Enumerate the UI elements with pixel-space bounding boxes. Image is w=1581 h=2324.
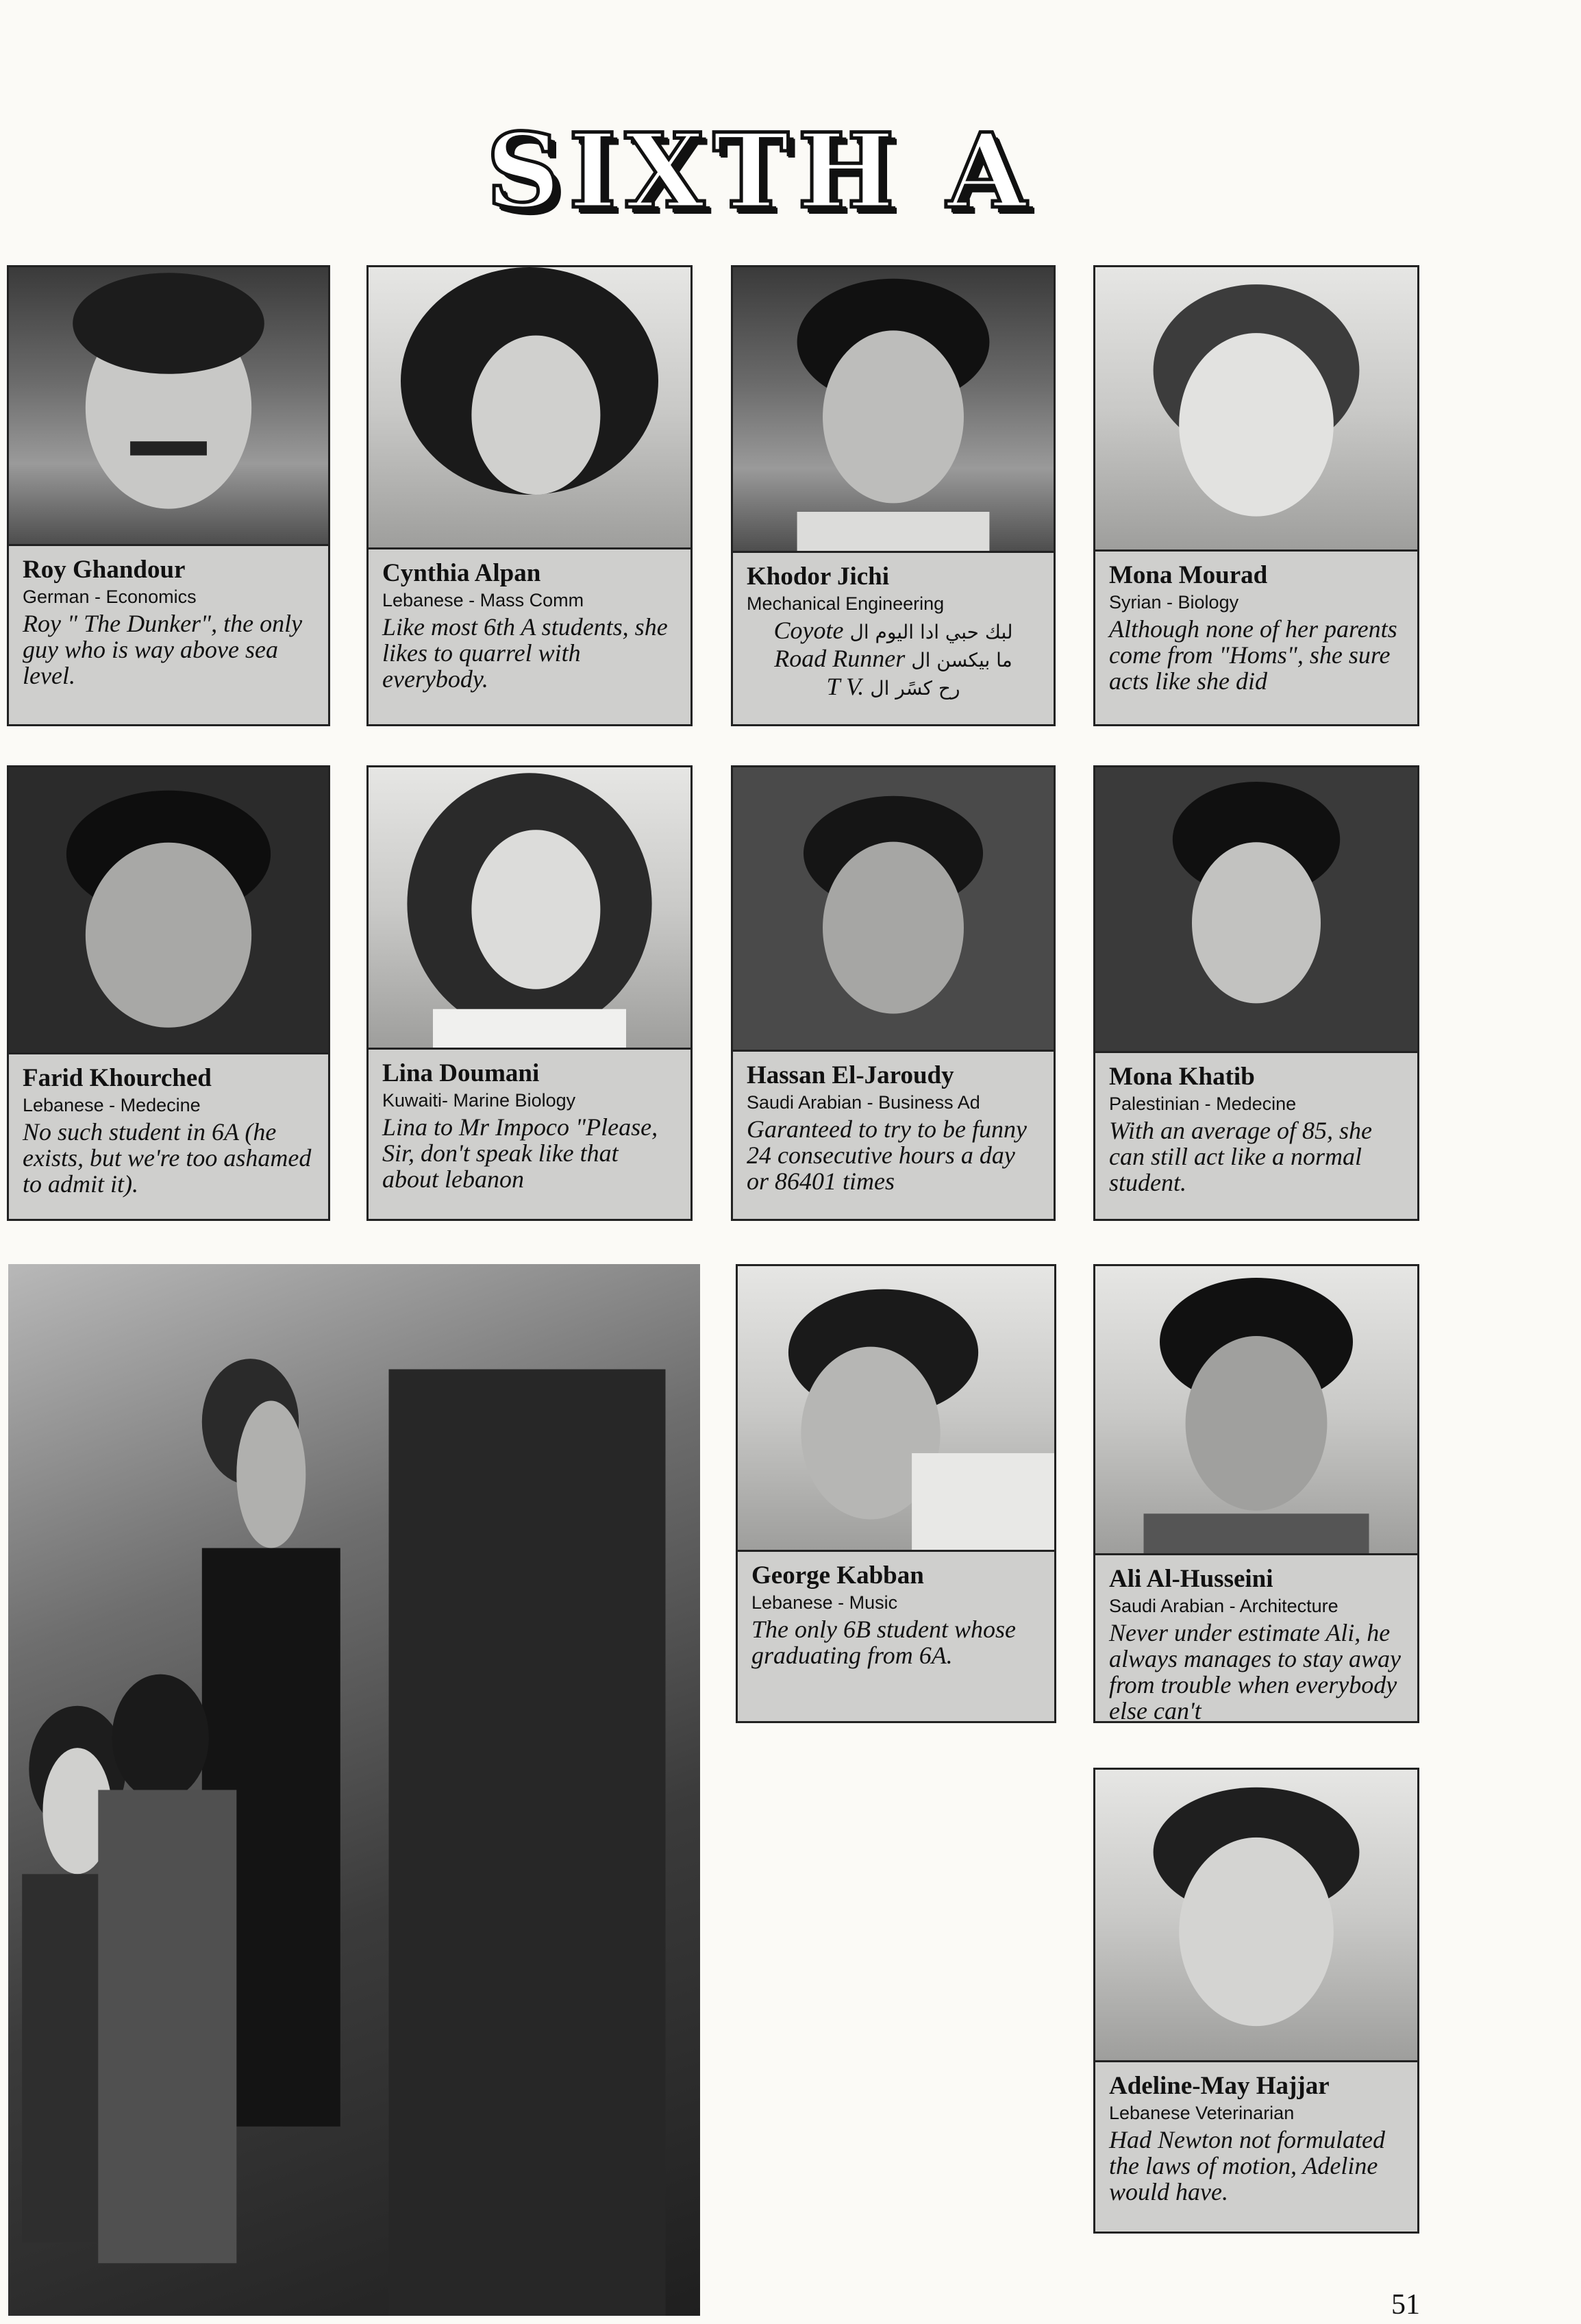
student-card bbox=[366, 265, 693, 726]
student-name: Lina Doumani bbox=[382, 1059, 540, 1087]
student-quote: No such student in 6A (he exists, but we're too ashamed to admit it). bbox=[23, 1118, 312, 1198]
student-caption bbox=[733, 1050, 1054, 1219]
student-name: Roy Ghandour bbox=[23, 556, 186, 584]
student-quote: Had Newton not formulated the laws of motion, Adeline would have. bbox=[1109, 2126, 1385, 2205]
student-quote: Roy " The Dunker", the only guy who is way above sea level. bbox=[23, 610, 303, 689]
student-card bbox=[1093, 1264, 1419, 1723]
student-name: Farid Khourched bbox=[23, 1064, 212, 1092]
student-card bbox=[366, 765, 693, 1221]
student-photo bbox=[369, 267, 690, 552]
student-dept: Lebanese Veterinarian bbox=[1109, 2103, 1295, 2123]
quote-line-arabic: ما بيكسن ال bbox=[911, 649, 1012, 671]
student-caption bbox=[369, 547, 690, 724]
student-dept: Lebanese - Mass Comm bbox=[382, 590, 584, 610]
student-dept: Palestinian - Medecine bbox=[1109, 1093, 1297, 1114]
page-number: 51 bbox=[1391, 2289, 1420, 2321]
student-card bbox=[1093, 765, 1419, 1221]
student-card bbox=[1093, 265, 1419, 726]
student-name: Cynthia Alpan bbox=[382, 559, 541, 587]
student-card bbox=[7, 765, 330, 1221]
student-dept: Lebanese - Medecine bbox=[23, 1095, 201, 1115]
student-photo bbox=[1095, 1266, 1417, 1557]
student-photo bbox=[369, 767, 690, 1052]
student-dept: German - Economics bbox=[23, 586, 197, 607]
student-photo bbox=[9, 267, 328, 548]
student-card bbox=[731, 765, 1056, 1221]
student-caption bbox=[1095, 549, 1417, 724]
student-quote: Although none of her parents come from "Homs", she sure acts like she did bbox=[1109, 615, 1397, 695]
quote-line: T V. bbox=[826, 673, 864, 700]
student-name: Khodor Jichi bbox=[747, 563, 889, 591]
student-photo bbox=[733, 767, 1054, 1054]
student-name: Mona Mourad bbox=[1109, 561, 1268, 589]
quote-line-arabic: لبك حبي ادا اليوم ال bbox=[849, 621, 1013, 643]
quote-line: Road Runner bbox=[774, 645, 906, 672]
student-dept: Kuwaiti- Marine Biology bbox=[382, 1090, 576, 1111]
student-photo bbox=[733, 267, 1054, 555]
student-photo bbox=[1095, 267, 1417, 554]
student-quote: Like most 6th A students, she likes to quarrel with everybody. bbox=[382, 613, 668, 693]
student-caption bbox=[9, 1052, 328, 1219]
student-quote: Garanteed to try to be funny 24 consecutive hours a day or 86401 times bbox=[747, 1115, 1027, 1195]
student-name: Adeline-May Hajjar bbox=[1109, 2072, 1330, 2100]
student-card bbox=[731, 265, 1056, 726]
student-quote: Never under estimate Ali, he always manages to stay away from trouble when everybody else can't bbox=[1109, 1619, 1401, 1725]
student-name: George Kabban bbox=[751, 1561, 924, 1590]
student-name: Mona Khatib bbox=[1109, 1063, 1255, 1091]
student-quote: With an average of 85, she can still act like a normal student. bbox=[1109, 1117, 1372, 1196]
student-card bbox=[736, 1264, 1056, 1723]
student-photo bbox=[738, 1266, 1054, 1554]
page-title: SIXTH A bbox=[486, 111, 1035, 232]
student-name: Hassan El-Jaroudy bbox=[747, 1061, 954, 1089]
student-dept: Syrian - Biology bbox=[1109, 592, 1239, 613]
student-caption bbox=[1095, 1051, 1417, 1219]
student-photo bbox=[1095, 767, 1417, 1055]
quote-line: Coyote bbox=[773, 617, 844, 644]
student-photo bbox=[9, 767, 328, 1056]
student-quote: Lina to Mr Impoco "Please, Sir, don't speak like that about lebanon bbox=[382, 1113, 658, 1193]
student-dept: Mechanical Engineering bbox=[747, 593, 945, 614]
student-photo bbox=[1095, 1770, 1417, 2064]
student-name: Ali Al-Husseini bbox=[1109, 1565, 1273, 1593]
student-quote: The only 6B student whose graduating from 6A. bbox=[751, 1616, 1016, 1669]
student-caption bbox=[1095, 2060, 1417, 2232]
student-card bbox=[1093, 1768, 1419, 2234]
student-dept: Saudi Arabian - Business Ad bbox=[747, 1092, 980, 1113]
student-dept: Lebanese - Music bbox=[751, 1592, 898, 1613]
student-card bbox=[7, 265, 330, 726]
student-quote bbox=[747, 617, 1040, 702]
group-photo bbox=[8, 1264, 700, 2316]
student-caption bbox=[369, 1048, 690, 1219]
student-caption bbox=[9, 544, 328, 724]
student-dept: Saudi Arabian - Architecture bbox=[1109, 1596, 1339, 1616]
student-caption bbox=[738, 1550, 1054, 1721]
student-caption bbox=[1095, 1553, 1417, 1725]
quote-line-arabic: رح كسًر ال bbox=[870, 677, 960, 700]
student-caption bbox=[733, 551, 1054, 724]
